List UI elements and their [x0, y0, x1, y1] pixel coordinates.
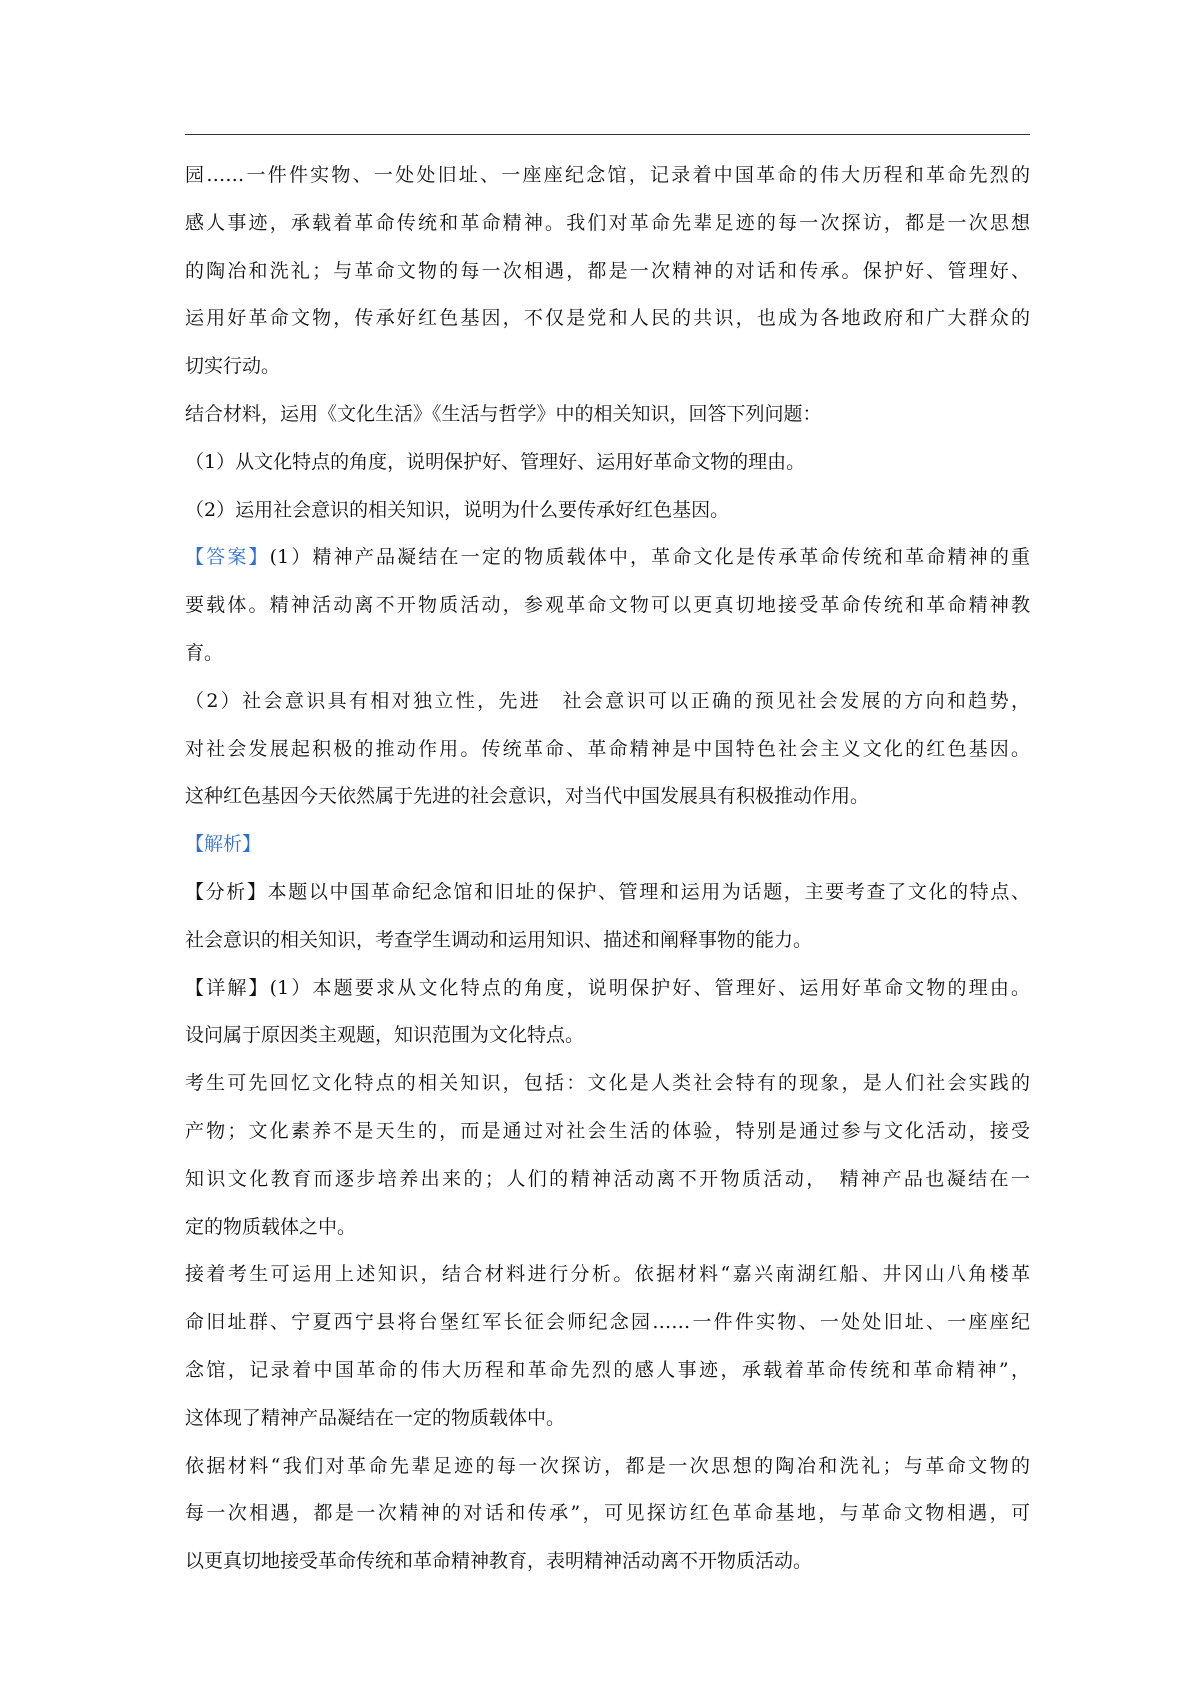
section-tag: 【答案】: [185, 546, 270, 569]
text-line: [185, 343, 1030, 391]
line-text: 这种红色基因今天依然属于先进的社会意识，对当代中国发展具有积极推动作用。: [185, 785, 870, 808]
line-text: 以更真切地接受革命传统和革命精神教育，表明精神活动离不开物质活动。: [185, 1550, 813, 1573]
line-text: 接着考生可运用上述知识，结合材料进行分析。依据材料“嘉兴南湖红船、井冈山八角楼革: [185, 1263, 1030, 1286]
line-text: 依据材料“我们对革命先辈足迹的每一次探访，都是一次思想的陶冶和洗礼；与革命文物的: [185, 1454, 1030, 1477]
line-text: 考生可先回忆文化特点的相关知识，包括：文化是人类社会特有的现象，是人们社会实践的: [185, 1072, 1030, 1095]
line-text: 园……一件件实物、一处处旧址、一座座纪念馆，记录着中国革命的伟大历程和革命先烈的: [185, 164, 1030, 186]
line-text: 念馆，记录着中国革命的伟大历程和革命先烈的感人事迹，承载着革命传统和革命精神”，: [185, 1358, 1030, 1381]
header-rule: [185, 134, 1030, 135]
text-line: [185, 1012, 1030, 1060]
line-text: 知识文化教育而逐步培养出来的；人们的精神活动离不开物质活动， 精神产品也凝结在一: [185, 1167, 1030, 1190]
text-line: [185, 773, 1030, 821]
text-line: [185, 582, 1030, 630]
text-line: [185, 1395, 1030, 1443]
line-text: 命旧址群、宁夏西宁县将台堡红军长征会师纪念园……一件件实物、一处处旧址、一座座纪: [185, 1311, 1030, 1334]
text-line: [185, 630, 1030, 678]
text-line: [185, 391, 1030, 439]
line-text: 结合材料，运用《文化生活》《生活与哲学》中的相关知识，回答下列问题：: [185, 402, 822, 425]
text-line: [185, 1108, 1030, 1156]
text-line: [185, 1490, 1030, 1538]
text-line: [185, 869, 1030, 917]
line-text: 定的物质载体之中。: [185, 1215, 357, 1238]
section-tag: 【解析】: [185, 833, 262, 856]
text-line: [185, 1156, 1030, 1204]
line-text: （2）运用社会意识的相关知识，说明为什么要传承好红色基因。: [185, 498, 730, 521]
line-text: (1）精神产品凝结在一定的物质载体中，革命文化是传承革命传统和革命精神的重: [269, 546, 1030, 569]
line-text: 社会意识的相关知识，考查学生调动和运用知识、描述和阐释事物的能力。: [185, 928, 813, 951]
line-text: 感人事迹，承载着革命传统和革命精神。我们对革命先辈足迹的每一次探访，都是一次思想: [185, 211, 1030, 234]
document-body: [185, 152, 1030, 1586]
text-line: [185, 678, 1030, 726]
line-text: 设问属于原因类主观题，知识范围为文化特点。: [185, 1024, 585, 1047]
line-text: 每一次相遇，都是一次精神的对话和传承”，可见探访红色革命基地，与革命文物相遇，可: [185, 1502, 1030, 1525]
text-line: [185, 1299, 1030, 1347]
text-line: [185, 439, 1030, 487]
text-line: [185, 248, 1030, 296]
line-text: 切实行动。: [185, 355, 281, 378]
line-text: 产物；文化素养不是天生的，而是通过对社会生活的体验，特别是通过参与文化活动，接受: [185, 1119, 1030, 1142]
text-line: [185, 1538, 1030, 1586]
line-text: 对社会发展起积极的推动作用。传统革命、革命精神是中国特色社会主义文化的红色基因。: [185, 737, 1030, 760]
text-line: [185, 1060, 1030, 1108]
line-text: 【分析】本题以中国革命纪念馆和旧址的保护、管理和运用为话题，主要考查了文化的特点、: [185, 880, 1030, 903]
line-text: 要载体。精神活动离不开物质活动，参观革命文物可以更真切地接受革命传统和革命精神教: [185, 594, 1030, 617]
text-line: [185, 1251, 1030, 1299]
line-text: 这体现了精神产品凝结在一定的物质载体中。: [185, 1406, 566, 1429]
text-line: [185, 1347, 1030, 1395]
line-text: 【详解】(1）本题要求从文化特点的角度，说明保护好、管理好、运用好革命文物的理由。: [185, 976, 1030, 999]
text-line: [185, 726, 1030, 774]
line-text: 的陶冶和洗礼；与革命文物的每一次相遇，都是一次精神的对话和传承。保护好、管理好、: [185, 259, 1030, 282]
text-line: [185, 965, 1030, 1013]
text-line: [185, 152, 1030, 200]
text-line: [185, 200, 1030, 248]
text-line: [185, 534, 1030, 582]
line-text: 育。: [185, 641, 224, 664]
text-line: [185, 487, 1030, 535]
line-text: 运用好革命文物，传承好红色基因，不仅是党和人民的共识，也成为各地政府和广大群众的: [185, 307, 1030, 330]
line-text: （1）从文化特点的角度，说明保护好、管理好、运用好革命文物的理由。: [185, 450, 806, 473]
text-line: [185, 1204, 1030, 1252]
text-line: [185, 295, 1030, 343]
line-text: （2）社会意识具有相对独立性，先进 社会意识可以正确的预见社会发展的方向和趋势，: [185, 689, 1030, 712]
text-line: [185, 821, 1030, 869]
text-line: [185, 917, 1030, 965]
text-line: [185, 1443, 1030, 1491]
